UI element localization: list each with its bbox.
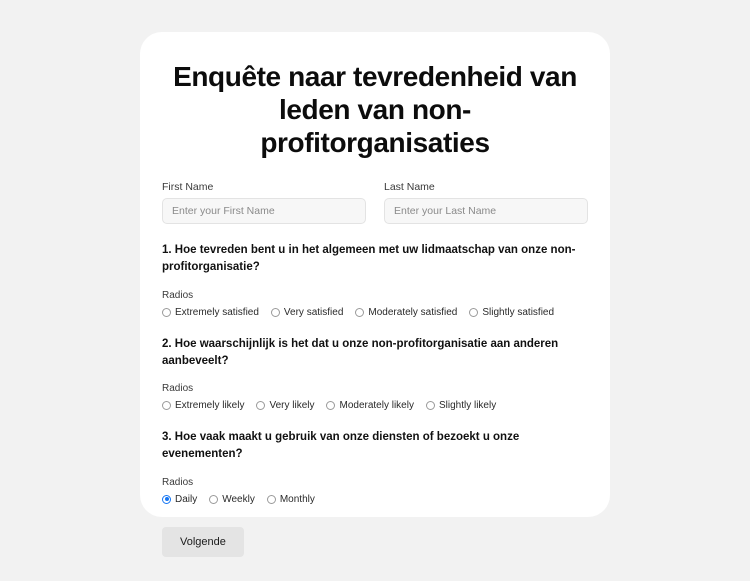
radio-option[interactable]	[469, 307, 554, 318]
radio-option[interactable]	[162, 400, 244, 411]
question-1-text: 1. Hoe tevreden bent u in het algemeen met uw lidmaatschap van onze non-profitorganisatie?	[162, 244, 576, 274]
radio-option-label: Very satisfied	[283, 306, 344, 318]
question-1-radios-label: Radios	[162, 289, 194, 301]
radio-option-label: Slightly satisfied	[482, 306, 555, 318]
radio-icon[interactable]	[271, 308, 280, 317]
radio-option-label: Very likely	[269, 400, 315, 412]
page-title: Enquête naar tevredenheid van leden van non-profitorganisaties	[173, 61, 577, 159]
question-2-radio-group	[162, 400, 588, 411]
first-name-input[interactable]	[162, 198, 366, 224]
radio-option-label: Moderately likely	[339, 400, 414, 412]
radio-option-label: Moderately satisfied	[368, 306, 458, 318]
survey-card	[140, 32, 610, 548]
radio-icon[interactable]	[162, 308, 171, 317]
radio-option-label: Monthly	[279, 493, 315, 505]
radio-option[interactable]	[426, 400, 496, 411]
radio-option-label: Extremely satisfied	[175, 306, 259, 318]
last-name-input[interactable]	[384, 198, 588, 224]
radio-icon[interactable]	[426, 401, 435, 410]
last-name-label: Last Name	[384, 181, 435, 194]
question-2-radios-label: Radios	[162, 383, 194, 395]
radio-icon[interactable]	[162, 495, 171, 504]
radio-option-label: Slightly likely	[438, 400, 497, 412]
question-3-text: 3. Hoe vaak maakt u gebruik van onze diensten of bezoekt u onze evenementen?	[162, 431, 520, 461]
survey-form	[140, 159, 610, 581]
radio-icon[interactable]	[469, 308, 478, 317]
radio-option[interactable]	[256, 400, 314, 411]
radio-icon[interactable]	[326, 401, 335, 410]
question-3-radio-group	[162, 494, 588, 505]
radio-icon[interactable]	[355, 308, 364, 317]
last-name-field-group	[384, 181, 588, 224]
radio-option[interactable]	[271, 307, 343, 318]
radio-icon[interactable]	[209, 495, 218, 504]
radio-option[interactable]	[162, 494, 197, 505]
first-name-label: First Name	[162, 181, 214, 194]
radio-option-label: Weekly	[222, 493, 255, 505]
radio-icon[interactable]	[267, 495, 276, 504]
name-row	[162, 181, 588, 224]
radio-icon[interactable]	[256, 401, 265, 410]
next-button[interactable]: Volgende	[162, 527, 244, 557]
question-3-radios-label: Radios	[162, 476, 194, 488]
radio-icon[interactable]	[162, 401, 171, 410]
radio-option[interactable]	[326, 400, 413, 411]
question-2-text: 2. Hoe waarschijnlijk is het dat u onze non-profitorganisatie aan anderen aanbeveelt?	[162, 337, 559, 367]
question-1-radio-group	[162, 307, 588, 318]
radio-option[interactable]	[355, 307, 457, 318]
radio-option-label: Daily	[175, 493, 198, 505]
radio-option-label: Extremely likely	[175, 400, 245, 412]
first-name-field-group	[162, 181, 366, 224]
submit-row	[162, 527, 588, 581]
radio-option[interactable]	[162, 307, 259, 318]
radio-option[interactable]	[209, 494, 255, 505]
radio-option[interactable]	[267, 494, 315, 505]
